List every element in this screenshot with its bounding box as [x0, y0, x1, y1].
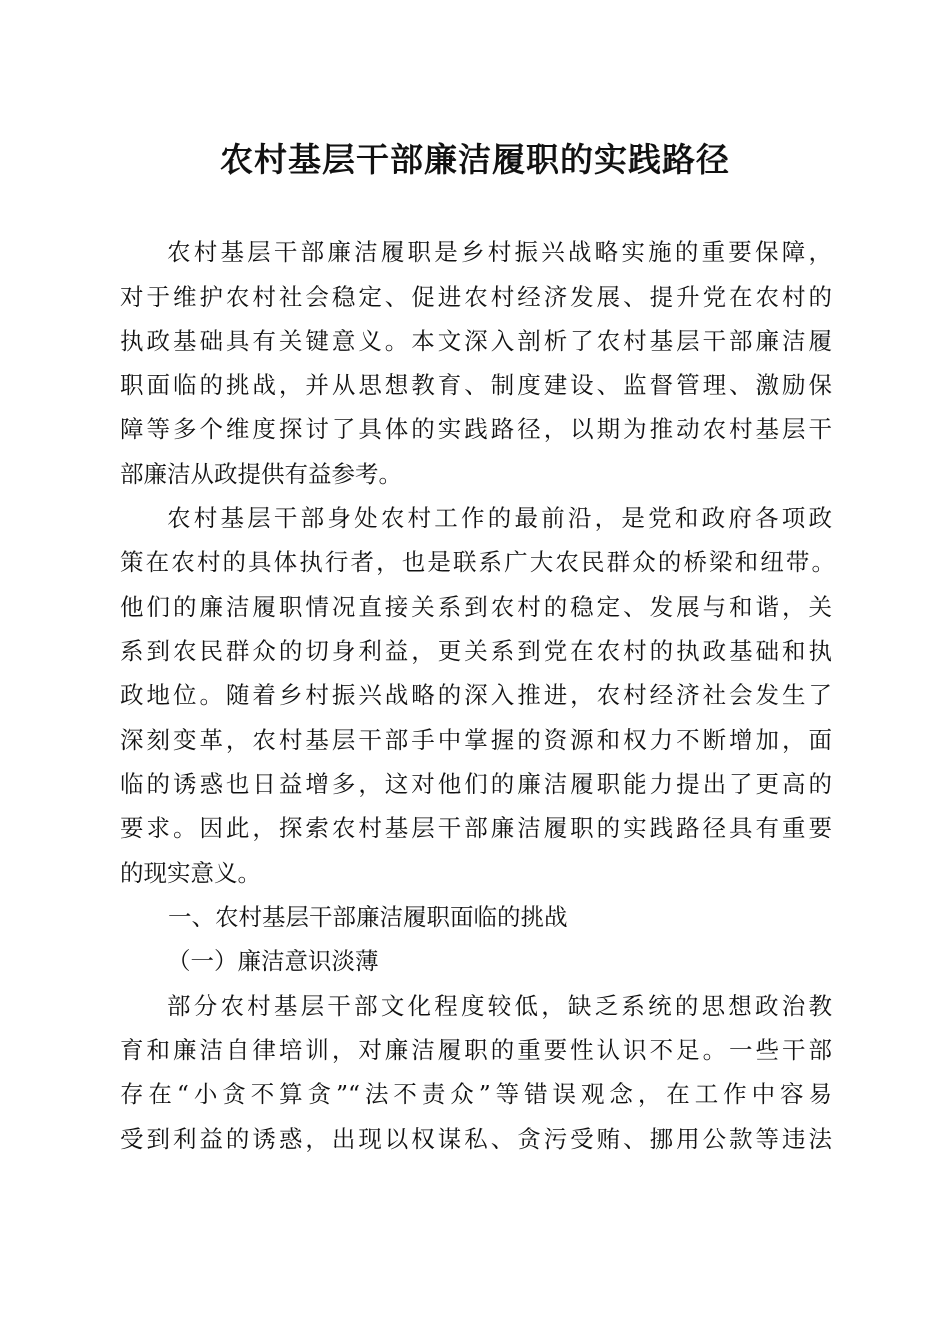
paragraph-line: 农村基层干部身处农村工作的最前沿，是党和政府各项政: [167, 504, 832, 532]
paragraph-line: 障等多个维度探讨了具体的实践路径，以期为推动农村基层干: [120, 415, 832, 443]
paragraph-line: 策在农村的具体执行者，也是联系广大农民群众的桥梁和纽带。: [120, 548, 835, 576]
paragraph-line: 要求。因此，探索农村基层干部廉洁履职的实践路径具有重要: [120, 814, 832, 842]
paragraph-line: 部分农村基层干部文化程度较低，缺乏系统的思想政治教: [167, 992, 832, 1020]
paragraph-line: 育和廉洁自律培训，对廉洁履职的重要性认识不足。一些干部: [120, 1036, 832, 1064]
paragraph-line: 系到农民群众的切身利益，更关系到党在农村的执政基础和执: [120, 637, 832, 665]
paragraph-line: 的现实意义。: [120, 859, 261, 887]
paragraph-line: 部廉洁从政提供有益参考。: [120, 460, 402, 488]
paragraph-line: 农村基层干部廉洁履职是乡村振兴战略实施的重要保障，: [167, 238, 832, 266]
paragraph-line: 他们的廉洁履职情况直接关系到农村的稳定、发展与和谐，关: [120, 593, 832, 621]
subsection-heading: （一）廉洁意识淡薄: [167, 947, 379, 975]
paragraph-line: 存在“小贪不算贪”“法不责众”等错误观念，在工作中容易: [120, 1080, 832, 1108]
paragraph-line: 受到利益的诱惑，出现以权谋私、贪污受贿、挪用公款等违法: [120, 1125, 832, 1153]
paragraph-line: 执政基础具有关键意义。本文深入剖析了农村基层干部廉洁履: [120, 327, 832, 355]
paragraph-line: 对于维护农村社会稳定、促进农村经济发展、提升党在农村的: [120, 283, 832, 311]
paragraph-line: 临的诱惑也日益增多，这对他们的廉洁履职能力提出了更高的: [120, 770, 832, 798]
paragraph-line: 职面临的挑战，并从思想教育、制度建设、监督管理、激励保: [120, 371, 832, 399]
paragraph-line: 深刻变革，农村基层干部手中掌握的资源和权力不断增加，面: [120, 726, 832, 754]
document-title: 农村基层干部廉洁履职的实践路径: [220, 140, 730, 179]
section-heading: 一、农村基层干部廉洁履职面临的挑战: [168, 903, 568, 931]
paragraph-line: 政地位。随着乡村振兴战略的深入推进，农村经济社会发生了: [120, 681, 832, 709]
